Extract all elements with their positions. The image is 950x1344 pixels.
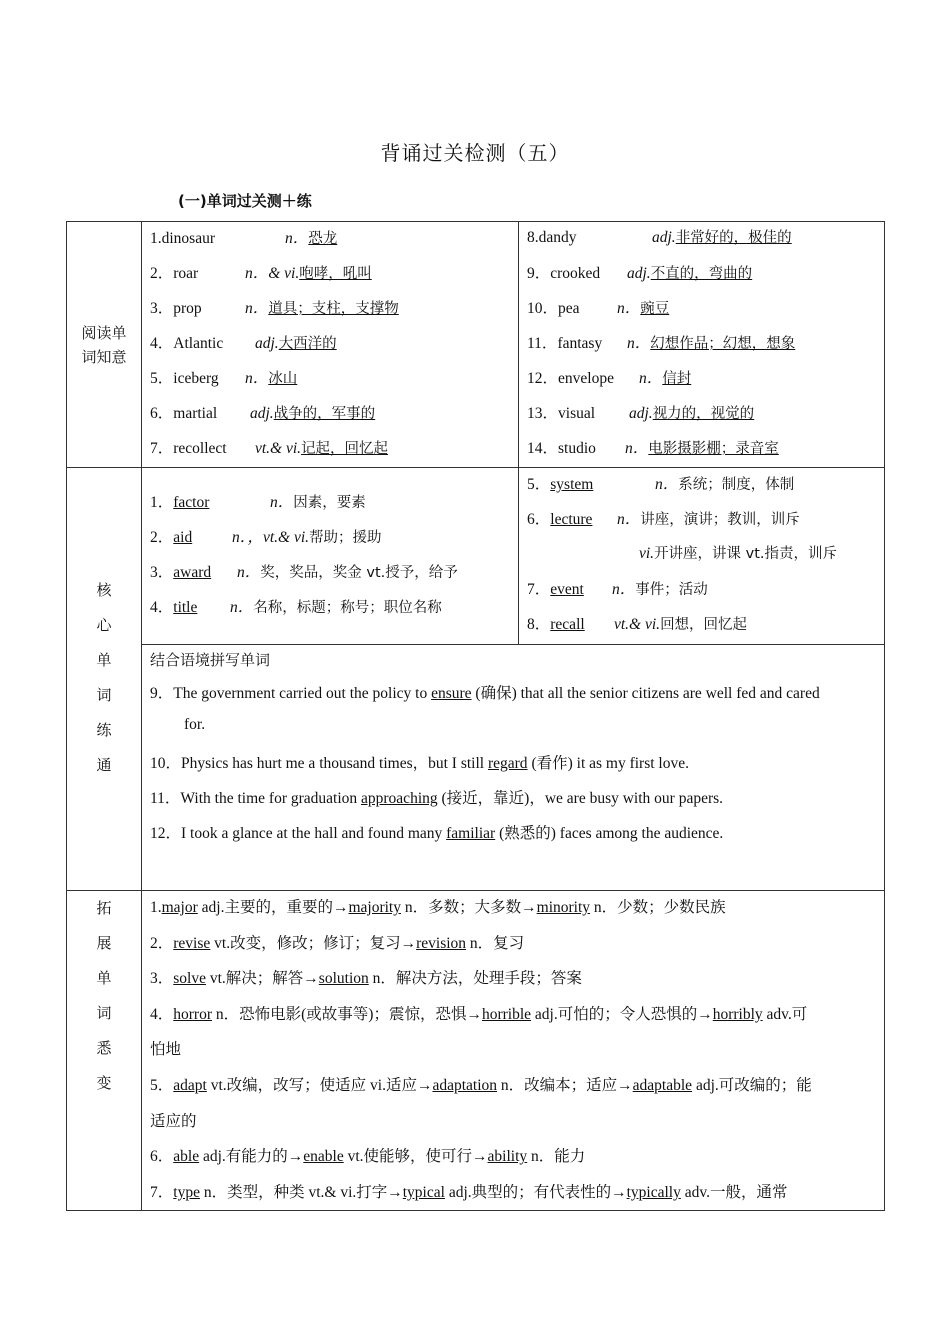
word-meaning: 电影摄影棚；录音室 [648, 441, 779, 457]
word: dinosaur [161, 230, 216, 247]
word: iceberg [173, 370, 219, 387]
word-meaning: 奖，奖品，奖金 vt.授予，给予 [260, 565, 458, 581]
section2-left-cell [141, 467, 519, 645]
word-number: 3． [150, 564, 174, 581]
word-row [527, 366, 691, 388]
derivation-text: 5． [150, 1077, 174, 1094]
word-number: 8. [527, 229, 539, 246]
word-row [527, 226, 792, 247]
word-cell [150, 490, 270, 512]
part-of-speech: adj. [629, 405, 653, 422]
derivation-line [150, 1109, 197, 1131]
label-char: 变 [96, 1074, 112, 1092]
word-cell [150, 261, 245, 283]
word-row [150, 226, 337, 248]
part-of-speech: n． [285, 230, 309, 247]
section2-label [66, 467, 142, 891]
word-cell [150, 595, 230, 617]
part-of-speech: n． [245, 370, 269, 387]
word-meaning: 系统；制度，体制 [678, 477, 795, 493]
word-row [527, 261, 752, 283]
derivation-line [150, 931, 524, 953]
sentence-text: (熟悉的) faces among the audience. [495, 825, 724, 842]
word: visual [558, 405, 596, 422]
derived-word: horrible [481, 1005, 532, 1023]
word-cell [150, 296, 245, 318]
word-cell [527, 261, 627, 283]
word-number: 2． [150, 265, 174, 282]
word-meaning: 记起，回忆起 [301, 441, 389, 457]
derivation-text: n．恐怖电影(或故事等)；震惊，恐惧→ [212, 1005, 482, 1023]
word-cell [527, 577, 612, 599]
label-char: 展 [96, 934, 112, 952]
part-of-speech: n． [245, 300, 269, 317]
word-row [527, 436, 779, 458]
word-cell [150, 366, 245, 388]
word: aid [173, 529, 193, 546]
word-number: 1. [150, 230, 162, 247]
derivation-line [150, 966, 582, 988]
label-char: 词 [96, 1004, 112, 1022]
word-meaning: 豌豆 [640, 301, 670, 317]
word-number: 11． [527, 335, 558, 352]
word-row [150, 331, 337, 353]
word-cell [527, 229, 652, 247]
derivation-line [150, 1144, 585, 1166]
label-char: 核 [96, 581, 112, 599]
section1-left-cell [141, 221, 519, 468]
part-of-speech: n． [230, 599, 254, 616]
derivation-line [150, 895, 726, 917]
derivation-text: 1. [150, 899, 162, 916]
part-of-speech: n． [617, 511, 641, 528]
word: recollect [173, 440, 227, 457]
sentence-text: 9．The government carried out the policy to [150, 685, 432, 702]
part-of-speech: n． [612, 581, 636, 598]
word-meaning: 道具；支柱，支撑物 [268, 301, 399, 317]
part-of-speech: n． [237, 564, 261, 581]
word-meaning: 冰山 [268, 371, 298, 387]
word: envelope [558, 370, 614, 387]
word-row [527, 472, 794, 494]
label-char: 单 [96, 969, 112, 987]
word: martial [173, 405, 218, 422]
word: title [173, 599, 198, 616]
word-row [527, 612, 747, 634]
derived-word: adapt [173, 1077, 207, 1094]
word-number: 5． [527, 476, 551, 493]
word: roar [173, 265, 199, 282]
word: event [550, 581, 584, 598]
derived-word: solution [318, 970, 369, 988]
label-char: 单 [96, 651, 112, 669]
word-number: 9． [527, 265, 551, 282]
derivation-line [150, 1002, 807, 1024]
derivation-text: adj.主要的，重要的→ [197, 899, 349, 916]
word-number: 7． [527, 581, 551, 598]
section-subtitle: (一)单词过关测＋练 [178, 192, 312, 210]
word-row [527, 542, 837, 563]
sentence-text: 10．Physics has hurt me a thousand times，but I still [150, 755, 488, 772]
sentence-answer: regard [487, 755, 528, 772]
derivation-line [150, 1073, 812, 1095]
derivation-line [150, 1180, 788, 1202]
word-row [150, 261, 372, 283]
derivation-text: n．能力 [527, 1148, 586, 1166]
word: recall [550, 616, 585, 633]
sentence-text: 11．With the time for graduation [150, 790, 362, 807]
derivation-text: n．解决方法，处理手段；答案 [368, 970, 582, 988]
word: prop [173, 300, 202, 317]
word-row [527, 296, 669, 318]
part-of-speech: vt.& vi. [614, 616, 661, 633]
label-char: 词 [96, 686, 112, 704]
word-cell [150, 436, 255, 458]
derived-word: majority [348, 899, 401, 916]
context-header: 结合语境拼写单词 [150, 651, 271, 669]
sentence-answer: familiar [446, 825, 496, 842]
word-meaning: 视力的，视觉的 [652, 406, 755, 422]
part-of-speech: n．& vi. [245, 265, 300, 282]
derivation-text: n．复习 [466, 934, 525, 952]
derivation-text: 2． [150, 934, 174, 952]
label-char: 悉 [96, 1039, 112, 1057]
derivation-text: adj.有能力的→ [199, 1148, 304, 1166]
derived-word: horror [173, 1005, 213, 1023]
label-char: 练 [96, 721, 112, 739]
derivation-text: n．类型，种类 vt.& vi.打字→ [199, 1183, 403, 1201]
word-cell [527, 612, 614, 634]
word-meaning: 事件；活动 [635, 582, 708, 598]
derived-word: enable [303, 1148, 344, 1166]
word-number: 7． [150, 440, 174, 457]
word: award [173, 564, 212, 581]
section1-right-cell [518, 221, 885, 468]
word-meaning: 信封 [662, 371, 692, 387]
word-row [527, 331, 795, 353]
word-row [150, 560, 458, 582]
section3-label [66, 890, 142, 1211]
word-cell [150, 401, 250, 423]
word-meaning: 恐龙 [308, 231, 338, 247]
derived-word: revision [416, 934, 467, 952]
word-row [150, 296, 399, 318]
derivation-text: adv.可 [762, 1005, 808, 1023]
part-of-speech: adj. [627, 265, 651, 282]
section2-right-cell [518, 467, 885, 645]
part-of-speech: n． [627, 335, 651, 352]
word-row [150, 436, 388, 458]
context-sentence [150, 751, 689, 773]
word-meaning: 名称，标题；称号；职位名称 [253, 600, 442, 616]
word-number: 4． [150, 599, 174, 616]
part-of-speech: adj. [255, 335, 279, 352]
word-meaning: 因素，要素 [293, 495, 366, 511]
derivation-text: 3． [150, 970, 174, 988]
derived-word: typical [402, 1183, 445, 1201]
derived-word: adaptation [432, 1077, 498, 1094]
derivation-text: vt.解决；解答→ [205, 970, 319, 988]
section2-context-cell [141, 644, 885, 891]
derivation-text: adv.一般，通常 [680, 1183, 788, 1201]
derived-word: horribly [712, 1005, 763, 1023]
part-of-speech: n． [270, 494, 294, 511]
part-of-speech: adj. [250, 405, 274, 422]
derivation-text: adj.可改编的；能 [692, 1077, 812, 1094]
word-meaning: 大西洋的 [278, 336, 337, 352]
derivation-text: 6． [150, 1148, 174, 1166]
page-title: 背诵过关检测（五） [380, 141, 570, 165]
word-number: 1． [150, 494, 174, 511]
word-meaning: 开讲座，讲课 vt.指责，训斥 [654, 546, 838, 562]
word-meaning: 战争的，军事的 [273, 406, 376, 422]
section3-cell [141, 890, 885, 1211]
derivation-text: 4． [150, 1005, 174, 1023]
word-number: 4． [150, 335, 174, 352]
word: pea [558, 300, 580, 317]
word-row [527, 401, 754, 423]
word-number: 6． [150, 405, 174, 422]
part-of-speech: n．，vt.& vi. [232, 529, 310, 546]
context-sentence [150, 821, 723, 843]
word-row [527, 507, 800, 529]
derived-word: minority [536, 899, 591, 916]
word-number: 5． [150, 370, 174, 387]
derived-word: able [173, 1148, 200, 1166]
word-cell [527, 472, 655, 494]
derivation-text: vt.改编，改写；使适应 vi.适应→ [206, 1077, 433, 1094]
label-char: 拓 [96, 899, 112, 917]
word: system [550, 476, 594, 493]
word-row [527, 577, 708, 599]
label-char: 心 [96, 616, 112, 634]
context-sentence [150, 786, 723, 808]
part-of-speech: n． [639, 370, 663, 387]
word-meaning: 非常好的，极佳的 [675, 230, 792, 246]
derivation-text: 怕地 [150, 1041, 182, 1059]
derivation-text: vt.改变，修改；修订；复习→ [210, 934, 417, 952]
word-meaning: 幻想作品；幻想，想象 [650, 336, 796, 352]
derived-word: revise [173, 934, 211, 952]
word-number: 14． [527, 440, 559, 457]
part-of-speech: vi. [639, 545, 655, 562]
sentence-text: (确保) that all the senior citizens are well fed and cared [471, 685, 820, 702]
derived-word: major [161, 899, 198, 916]
sentence-text: for. [184, 716, 206, 733]
word: crooked [550, 265, 601, 282]
derivation-text: adj.典型的；有代表性的→ [444, 1183, 627, 1201]
word: dandy [538, 229, 577, 246]
word-cell [150, 525, 232, 547]
derivation-text: n．改编本；适应→ [497, 1077, 633, 1094]
word-meaning: 不直的，弯曲的 [650, 266, 753, 282]
part-of-speech: n． [655, 476, 679, 493]
word-cell [150, 230, 285, 248]
derived-word: typically [626, 1183, 681, 1201]
word: studio [558, 440, 596, 457]
derivation-text: 7． [150, 1183, 174, 1201]
word-meaning: 讲座，演讲；教训，训斥 [640, 512, 800, 528]
word-row [150, 490, 366, 512]
word-row [150, 595, 442, 617]
sentence-answer: approaching [361, 790, 438, 807]
derivation-text: 适应的 [150, 1112, 197, 1130]
sentence-text: (看作) it as my first love. [527, 755, 689, 772]
section1-label: 阅读单词知意 [66, 221, 142, 468]
derived-word: ability [487, 1148, 528, 1166]
derived-word: solve [173, 970, 206, 988]
word-number: 2． [150, 529, 174, 546]
part-of-speech: n． [625, 440, 649, 457]
word-number: 3． [150, 300, 174, 317]
derived-word: type [173, 1183, 200, 1201]
part-of-speech: vt.& vi. [255, 440, 302, 457]
word-cell [150, 560, 237, 582]
derivation-text: vt.使能够，使可行→ [343, 1148, 488, 1166]
word-row [150, 366, 297, 388]
word-number: 6． [527, 511, 551, 528]
context-sentence [184, 716, 205, 734]
word-row [150, 525, 382, 547]
part-of-speech: adj. [652, 229, 676, 246]
sentence-text: 12．I took a glance at the hall and found many [150, 825, 447, 842]
word-number: 13． [527, 405, 559, 422]
word-meaning: 帮助；援助 [309, 530, 382, 546]
word-number: 8． [527, 616, 551, 633]
word-row [150, 401, 375, 423]
word-meaning: 咆哮，吼叫 [299, 266, 372, 282]
word-cell [150, 331, 255, 353]
sentence-answer: ensure [431, 685, 472, 702]
word-number: 10． [527, 300, 559, 317]
derivation-line [150, 1037, 181, 1059]
word-cell [527, 401, 629, 423]
word-cell [527, 507, 617, 529]
word-meaning: 回想，回忆起 [660, 617, 748, 633]
word-cell [527, 331, 627, 353]
derivation-text: n．多数；大多数→ [401, 899, 537, 916]
derivation-text: adj.可怕的；令人恐惧的→ [531, 1005, 713, 1023]
sentence-text: (接近，靠近)，we are busy with our papers. [437, 790, 724, 807]
context-sentence [150, 681, 820, 703]
word: lecture [550, 511, 593, 528]
word: factor [173, 494, 210, 511]
word: Atlantic [173, 335, 224, 352]
derived-word: adaptable [632, 1077, 693, 1094]
part-of-speech: n． [617, 300, 641, 317]
label-char: 通 [96, 756, 112, 774]
word: fantasy [557, 335, 603, 352]
derivation-text: n．少数；少数民族 [590, 899, 726, 916]
word-cell [527, 366, 639, 388]
word-cell [527, 436, 625, 458]
word-number: 12． [527, 370, 559, 387]
word-cell [527, 296, 617, 318]
